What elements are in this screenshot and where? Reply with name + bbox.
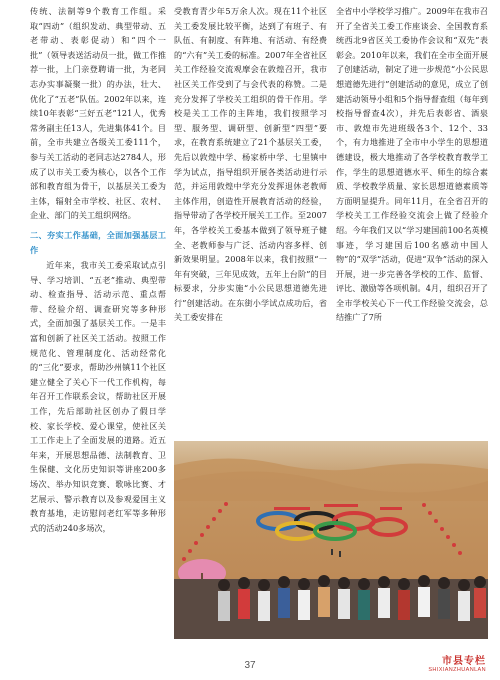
page-number: 37 <box>244 660 256 671</box>
section-brand-subtitle: SHIXIANZHUANLAN <box>428 667 486 673</box>
article-column-3 <box>336 4 488 325</box>
paragraph: 受教育青少年5万余人次。现在11个社区关工委发展比较平衡，达到了有班子、有队伍、有制度、有阵地、有活动、有经费的“六有”关工委的标准。2007年全省社区关工作经验交流观摩会在敦煌召开，我市社区关工作受到了与会代表的称赞。二是充分发挥了学校关工组织的骨干作用。学校是关工工作的主阵地，我们按照学习型、服务型、调研型、创新型“四型”要求，在教育系统建立了21个基层关工委，先后以敦煌中学、杨家桥中学、七里镇中学为试点，指导组织开展各类活动进行示范，并运用敦煌中学充分发挥退休老教师主体作用，创造性开展教育活动的经验，指导带动了各学校开展关工工作。至2007年，各学校关工委基本做到了领导班子健全、老教师参与广泛、活动内容多样、创新效果明显。2008年以来，我们按照“一年有突破，三年见成效，五年上台阶”的目标要求，分步实施“小公民思想道德先进行”创建活动。在东街小学试点成功后，省关工委安排在 <box>174 6 327 323</box>
paragraph: 全省中小学校学习推广。2009年在我市召开了全省关工委工作座谈会、全国教育系统西北9省区关工委协作会议和“双先”表彰会。2010年以来，我们在全市全面开展了创建活动，制定了进一步规范“小公民思想道德先进行”创建活动的意见，成立了创建活动领导小组和5个指导督查组（每年到校指导督查4次），并先后表彰省、酒泉市、敦煌市先进班级各3个、12个、33个，有力地推进了全市中小学生的思想道德建设，极大地推动了各学校教育教学工作，学生的思想道德水平、师生的综合素质、学校教学质量、家长思想道德素质等方面明显提升。同年11月，在全省召开的学校关工工作经验交流会上做了经验介绍。今年我们又以“学习建国前100名英模事迹，学习建国后100名感动中国人物”的“双学”活动，促进“双争”活动的深入开展，进一步完善各学校的工作、监督、评比、激励等各项机制。4月，组织召开了全市学校关心下一代工作经验交流会，总结推广了7所 <box>336 6 488 323</box>
paragraph: 传统、法制等9个教育工作组。采取“四动”（组织发动、典型带动、五老带动、表彰促动）和“四个一批”（领导表送活动员一批，做工作推荐一批，上门亲登聘请一批，为老同志办实事凝聚一批）的办法，壮大、优化了“五老”队伍。2002年以来，连续10年表彰“三好五老”121人，优秀常务副主任13人，先进集体41个。目前，全市共建立各级关工委111个，参与关工活动的老同志达2784人，形成了以市关工委为核心，以各个工作部和教育组为骨干，以基层关工委为主体，辐射全市学校、社区、农村、企业、部门的关工组织网络。 <box>30 6 166 221</box>
photo-crowd-desert-icon <box>174 441 488 639</box>
article-column-2 <box>174 4 327 325</box>
section-brand-title: 市县专栏 <box>442 656 486 667</box>
paragraph: 近年来，我市关工委采取试点引导、学习培训、“五老”推动、典型带动、检查指导、活动示范、重点帮带、经验介绍、调查研究等多种形式，全面加强了基层关工作。一是丰富和创新了社区关工活动。按照工作规范化、管理制度化、活动经常化的“三化”要求，帮助沙州镇11个社区建立健全了关心下一代工作机构，每年召开工作联系会议，帮助社区开展工作，先后部助社区创办了假日学校、家长学校、爱心课堂，使社区关工工作走上了全面发展的道路。近五年来，开展思想品德、法制教育、卫生保健、文化历史知识等讲座200多场次、举办知识竞赛、歌咏比赛、才艺展示、警示教育以及参观爱国主义教育基地，走访慰问老红军等多种形式的活动240多场次， <box>30 260 166 533</box>
section-brand <box>428 652 486 673</box>
article-column-1 <box>30 4 166 535</box>
section-subheading: 二、夯实工作基础，全面加强基层工作 <box>30 229 166 255</box>
article-photo <box>174 441 488 639</box>
